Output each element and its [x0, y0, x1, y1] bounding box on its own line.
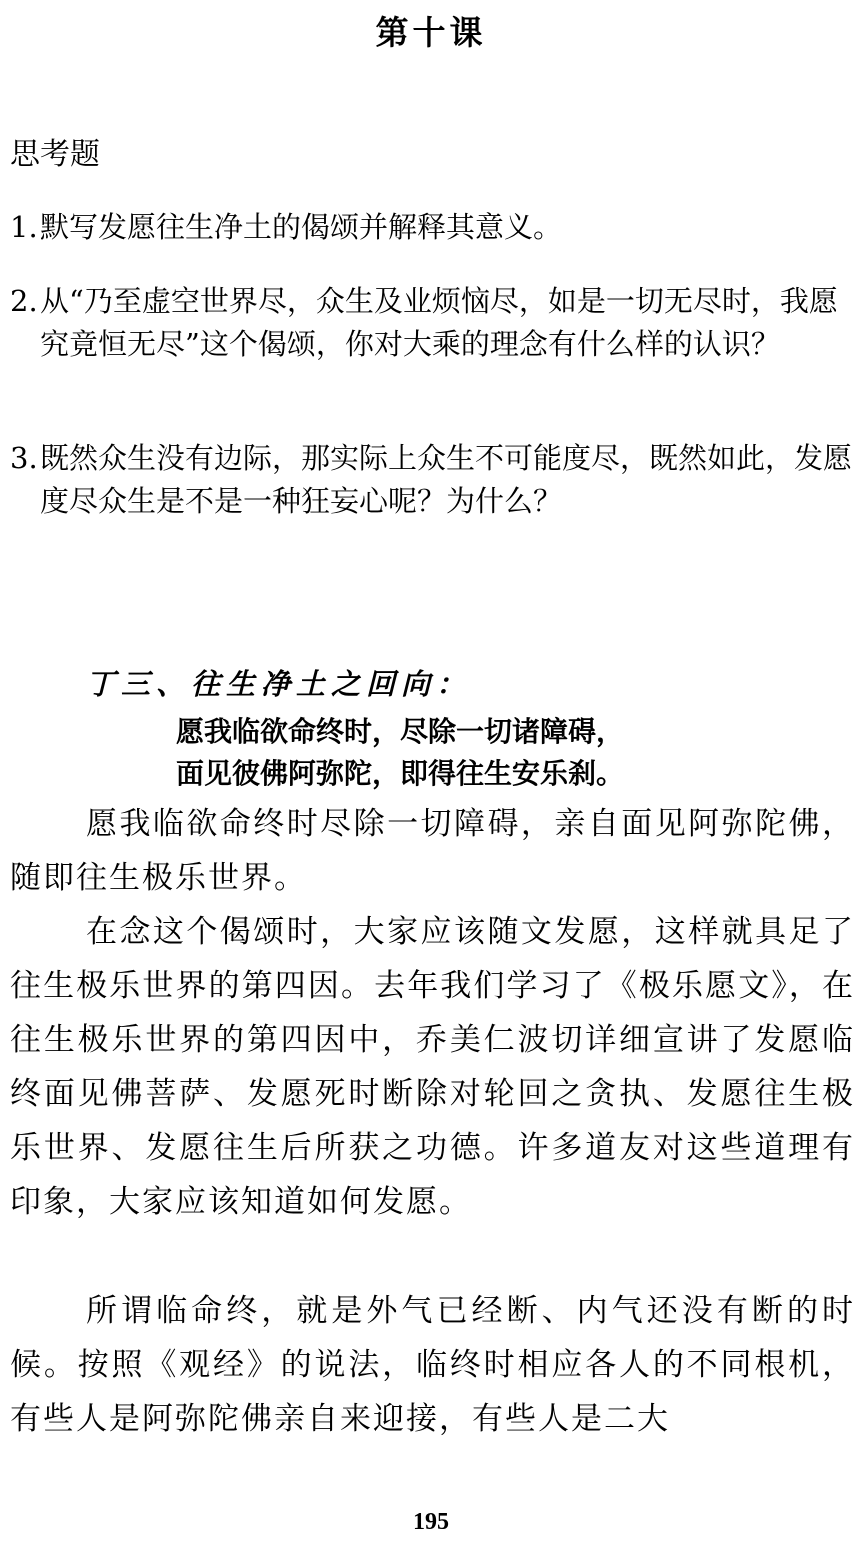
question-item [10, 280, 860, 366]
lesson-title: 第十课 [375, 13, 487, 52]
body-paragraph: 愿我临欲命终时尽除一切障碍，亲自面见阿弥陀佛，随即往生极乐世界。 [10, 806, 855, 896]
question-number: 1. [10, 210, 38, 244]
questions-heading: 思考题 [10, 137, 100, 172]
question-text: 默写发愿往生净土的偈颂并解释其意义。 [40, 210, 563, 244]
body-paragraph: 所谓临命终，就是外气已经断、内气还没有断的时候。按照《观经》的说法，临终时相应各人的不同根机，有些人是阿弥陀佛亲自来迎接，有些人是二大 [10, 1293, 855, 1437]
question-item [10, 437, 860, 523]
question-text: 既然众生没有边际，那实际上众生不可能度尽，既然如此，发愿度尽众生是不是一种狂妄心呢？为什么？ [40, 441, 853, 518]
page-number: 195 [413, 1509, 449, 1535]
verse-line: 面见彼佛阿弥陀，即得往生安乐刹。 [176, 757, 625, 790]
question-number: 3. [10, 441, 38, 475]
question-text: 从“乃至虚空世界尽，众生及业烦恼尽，如是一切无尽时，我愿究竟恒无尽”这个偈颂，你对大乘的理念有什么样的认识？ [40, 284, 838, 361]
verse-line: 愿我临欲命终时，尽除一切诸障碍， [176, 715, 625, 748]
question-number: 2. [10, 284, 38, 318]
body-paragraph: 在念这个偈颂时，大家应该随文发愿，这样就具足了往生极乐世界的第四因。去年我们学习了《极乐愿文》，在往生极乐世界的第四因中，乔美仁波切详细宣讲了发愿临终面见佛菩萨、发愿死时断除对轮回之贪执、发愿往生极乐世界、发愿往生后所获之功德。许多道友对这些道理有印象，大家应该知道如何发愿。 [10, 914, 855, 1220]
question-item [10, 206, 860, 249]
section-heading: 丁三、往生净土之回向： [86, 667, 472, 701]
